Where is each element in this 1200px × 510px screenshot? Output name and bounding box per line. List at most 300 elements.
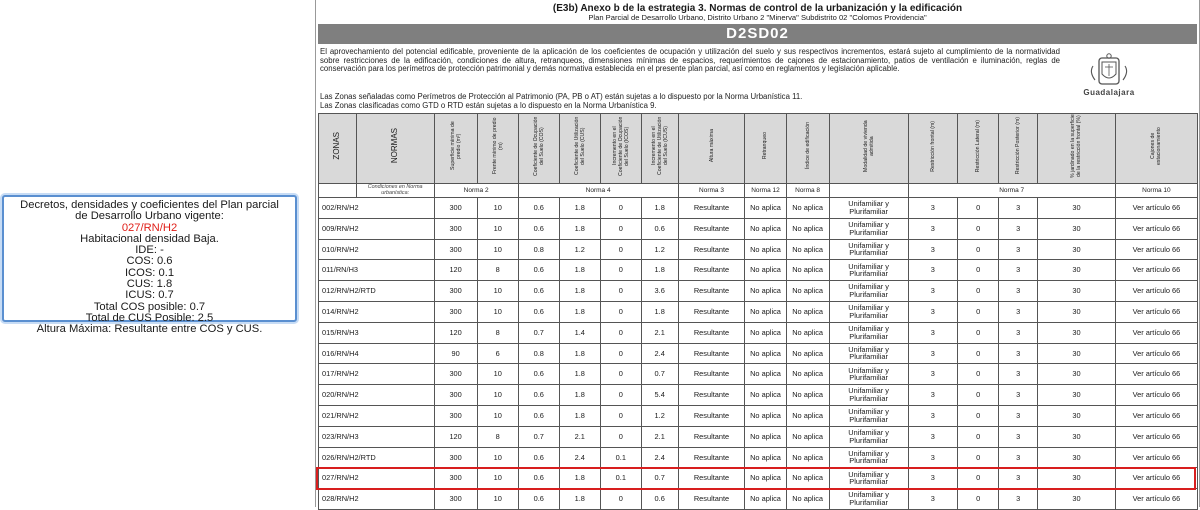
- cell-modalidad: Unifamiliar y Plurifamiliar: [829, 343, 908, 364]
- cell-rl: 0: [958, 489, 999, 510]
- document-header: [316, 0, 1199, 44]
- cell-rp: 3: [999, 260, 1038, 281]
- cell-frente: 10: [477, 405, 518, 426]
- cell-cos: 0.6: [518, 301, 559, 322]
- cell-rf: 3: [908, 468, 958, 489]
- cell-altura: Resultante: [678, 260, 745, 281]
- cell-altura: Resultante: [678, 426, 745, 447]
- cell-cus: 1.8: [559, 468, 600, 489]
- col-indice: Índice de edificación: [786, 114, 829, 184]
- col-restriccion-posterior: Restricción Posterior (m): [999, 114, 1038, 184]
- col-superficie: Superficie mínima de predio (m²): [434, 114, 477, 184]
- cell-frente: 10: [477, 239, 518, 260]
- cell-icus: 0.7: [641, 468, 678, 489]
- cell-cos: 0.7: [518, 322, 559, 343]
- district-code-band: D2SD02: [318, 24, 1197, 44]
- col-cajones: Cajones de estacionamiento: [1115, 114, 1197, 184]
- table-row: [319, 343, 1198, 364]
- cell-rp: 3: [999, 198, 1038, 219]
- cell-cajones: Ver artículo 66: [1115, 322, 1197, 343]
- cell-cajones: Ver artículo 66: [1115, 301, 1197, 322]
- cell-retranqueo: No aplica: [745, 301, 786, 322]
- cell-jard: 30: [1038, 281, 1116, 302]
- summary-line-title-2: de Desarrollo Urbano vigente:: [75, 210, 224, 223]
- cell-cajones: Ver artículo 66: [1115, 239, 1197, 260]
- cell-icus: 5.4: [641, 385, 678, 406]
- cell-sup: 300: [434, 301, 477, 322]
- cell-frente: 8: [477, 322, 518, 343]
- cell-rf: 3: [908, 447, 958, 468]
- col-jardinado: % jardinado en la superficie de la restricción frontal (%): [1038, 114, 1116, 184]
- cell-zone: 023/RN/H3: [319, 426, 435, 447]
- cell-modalidad: Unifamiliar y Plurifamiliar: [829, 301, 908, 322]
- cell-indice: No aplica: [786, 281, 829, 302]
- group-norma-4: Norma 4: [518, 184, 678, 198]
- cell-sup: 300: [434, 239, 477, 260]
- cell-jard: 30: [1038, 364, 1116, 385]
- cell-altura: Resultante: [678, 447, 745, 468]
- cell-cos: 0.6: [518, 405, 559, 426]
- cell-retranqueo: No aplica: [745, 343, 786, 364]
- cell-modalidad: Unifamiliar y Plurifamiliar: [829, 218, 908, 239]
- col-normas: NORMAS: [356, 114, 434, 184]
- cell-frente: 10: [477, 468, 518, 489]
- cell-sup: 300: [434, 405, 477, 426]
- table-row: [319, 468, 1198, 489]
- cell-cos: 0.6: [518, 385, 559, 406]
- cell-sup: 120: [434, 426, 477, 447]
- table-row: [319, 281, 1198, 302]
- cell-rf: 3: [908, 260, 958, 281]
- cell-rf: 3: [908, 198, 958, 219]
- cell-zone: 012/RN/H2/RTD: [319, 281, 435, 302]
- cell-rf: 3: [908, 426, 958, 447]
- cell-frente: 10: [477, 447, 518, 468]
- cell-zone: 014/RN/H2: [319, 301, 435, 322]
- cell-frente: 6: [477, 343, 518, 364]
- cell-icus: 2.4: [641, 343, 678, 364]
- cell-rf: 3: [908, 364, 958, 385]
- group-norma-7: Norma 7: [908, 184, 1115, 198]
- cell-retranqueo: No aplica: [745, 239, 786, 260]
- cell-modalidad: Unifamiliar y Plurifamiliar: [829, 322, 908, 343]
- cell-indice: No aplica: [786, 426, 829, 447]
- col-cos: Coeficiente de Ocupación del Suelo (COS): [518, 114, 559, 184]
- summary-cus: CUS: 1.8: [126, 278, 173, 291]
- cell-rl: 0: [958, 343, 999, 364]
- summary-max-height: Altura Máxima: Resultante entre COS y CUS.: [36, 323, 263, 336]
- cell-frente: 10: [477, 218, 518, 239]
- cell-retranqueo: No aplica: [745, 281, 786, 302]
- cell-icos: 0: [600, 218, 641, 239]
- table-row: [319, 301, 1198, 322]
- cell-altura: Resultante: [678, 468, 745, 489]
- cell-retranqueo: No aplica: [745, 385, 786, 406]
- cell-rf: 3: [908, 343, 958, 364]
- cell-rp: 3: [999, 281, 1038, 302]
- cell-cus: 2.4: [559, 447, 600, 468]
- cell-rl: 0: [958, 405, 999, 426]
- cell-frente: 8: [477, 260, 518, 281]
- cell-icus: 2.1: [641, 426, 678, 447]
- guadalajara-logo: [1079, 52, 1139, 102]
- zone-summary-box: [2, 195, 297, 336]
- cell-icos: 0: [600, 489, 641, 510]
- zones-note-gtd: Las Zonas clasificadas como GTD o RTD están sujetas a lo dispuesto en la Norma Urbanística 9.: [320, 100, 657, 110]
- cell-indice: No aplica: [786, 218, 829, 239]
- cell-cos: 0.6: [518, 260, 559, 281]
- col-zonas: ZONAS: [319, 114, 357, 184]
- cell-cos: 0.8: [518, 343, 559, 364]
- group-norma-10: Norma 10: [1115, 184, 1197, 198]
- col-altura: Altura máxima: [678, 114, 745, 184]
- cell-retranqueo: No aplica: [745, 489, 786, 510]
- cell-jard: 30: [1038, 260, 1116, 281]
- cell-rp: 3: [999, 426, 1038, 447]
- cell-jard: 30: [1038, 426, 1116, 447]
- cell-cajones: Ver artículo 66: [1115, 468, 1197, 489]
- cell-rl: 0: [958, 218, 999, 239]
- cell-frente: 10: [477, 489, 518, 510]
- cell-cos: 0.6: [518, 281, 559, 302]
- cell-cus: 1.8: [559, 260, 600, 281]
- table-row: [319, 447, 1198, 468]
- cell-altura: Resultante: [678, 405, 745, 426]
- cell-rp: 3: [999, 364, 1038, 385]
- cell-sup: 300: [434, 218, 477, 239]
- cell-modalidad: Unifamiliar y Plurifamiliar: [829, 198, 908, 219]
- cell-modalidad: Unifamiliar y Plurifamiliar: [829, 426, 908, 447]
- cell-rf: 3: [908, 385, 958, 406]
- col-restriccion-frontal: Restricción frontal (m): [908, 114, 958, 184]
- cell-altura: Resultante: [678, 218, 745, 239]
- cell-indice: No aplica: [786, 447, 829, 468]
- cell-sup: 300: [434, 489, 477, 510]
- table-row: [319, 198, 1198, 219]
- cell-altura: Resultante: [678, 198, 745, 219]
- cell-cus: 1.8: [559, 281, 600, 302]
- cell-cos: 0.7: [518, 426, 559, 447]
- col-restriccion-lateral: Restricción Lateral (m): [958, 114, 999, 184]
- cell-cus: 2.1: [559, 426, 600, 447]
- summary-total-cus: Total de CUS Posible: 2.5: [85, 311, 214, 324]
- cell-indice: No aplica: [786, 364, 829, 385]
- col-icos: Incremento en el Coeficiente de Ocupación del Suelo (ICOS): [600, 114, 641, 184]
- cell-rl: 0: [958, 385, 999, 406]
- cell-rp: 3: [999, 468, 1038, 489]
- cell-icos: 0: [600, 301, 641, 322]
- cell-zone: 011/RN/H3: [319, 260, 435, 281]
- cell-zone: 010/RN/H2: [319, 239, 435, 260]
- group-blank-modalidad: [829, 184, 908, 198]
- cell-cus: 1.8: [559, 385, 600, 406]
- cell-cos: 0.6: [518, 198, 559, 219]
- cell-cajones: Ver artículo 66: [1115, 385, 1197, 406]
- cell-zone: 021/RN/H2: [319, 405, 435, 426]
- cell-icus: 0.7: [641, 364, 678, 385]
- col-modalidad: Modalidad de vivienda admitida: [829, 114, 908, 184]
- group-norma-8: Norma 8: [786, 184, 829, 198]
- cell-indice: No aplica: [786, 343, 829, 364]
- cell-jard: 30: [1038, 468, 1116, 489]
- cell-rl: 0: [958, 198, 999, 219]
- norms-table: [318, 113, 1198, 510]
- summary-line-title-1: Decretos, densidades y coeficientes del Plan parcial: [20, 199, 279, 211]
- intro-section: [316, 44, 1199, 112]
- cell-cus: 1.8: [559, 218, 600, 239]
- document-page: [315, 0, 1200, 507]
- document-subtitle: Plan Parcial de Desarrollo Urbano, Distrito Urbano 2 "Minerva" Subdistrito 02 "Colomos Providencia": [588, 13, 927, 22]
- cell-cajones: Ver artículo 66: [1115, 447, 1197, 468]
- cell-sup: 300: [434, 198, 477, 219]
- summary-icus: ICUS: 0.7: [125, 289, 174, 302]
- cell-frente: 10: [477, 385, 518, 406]
- col-cus: Coeficiente de Utilización del Suelo (CUS): [559, 114, 600, 184]
- cell-icos: 0: [600, 281, 641, 302]
- cell-zone: 015/RN/H3: [319, 322, 435, 343]
- cell-zone: 009/RN/H2: [319, 218, 435, 239]
- cell-cos: 0.6: [518, 447, 559, 468]
- table-row: [319, 405, 1198, 426]
- cell-cajones: Ver artículo 66: [1115, 198, 1197, 219]
- cell-rp: 3: [999, 405, 1038, 426]
- cell-icus: 2.4: [641, 447, 678, 468]
- norms-table-body: [319, 198, 1198, 510]
- table-row: [319, 364, 1198, 385]
- cell-icus: 2.1: [641, 322, 678, 343]
- cell-indice: No aplica: [786, 489, 829, 510]
- cell-icus: 1.2: [641, 405, 678, 426]
- cell-rf: 3: [908, 301, 958, 322]
- cell-sup: 300: [434, 385, 477, 406]
- cell-rp: 3: [999, 218, 1038, 239]
- cell-rl: 0: [958, 447, 999, 468]
- cell-icos: 0.1: [600, 468, 641, 489]
- cell-rf: 3: [908, 489, 958, 510]
- cell-rl: 0: [958, 281, 999, 302]
- cell-rp: 3: [999, 343, 1038, 364]
- group-norma-3: Norma 3: [678, 184, 745, 198]
- cell-jard: 30: [1038, 301, 1116, 322]
- cell-rf: 3: [908, 218, 958, 239]
- cell-cus: 1.4: [559, 322, 600, 343]
- cell-jard: 30: [1038, 218, 1116, 239]
- cell-indice: No aplica: [786, 468, 829, 489]
- group-norma-12: Norma 12: [745, 184, 786, 198]
- cell-altura: Resultante: [678, 343, 745, 364]
- cell-modalidad: Unifamiliar y Plurifamiliar: [829, 239, 908, 260]
- cell-rf: 3: [908, 405, 958, 426]
- cell-icos: 0: [600, 260, 641, 281]
- cell-sup: 300: [434, 364, 477, 385]
- cell-indice: No aplica: [786, 322, 829, 343]
- cell-zone: 026/RN/H2/RTD: [319, 447, 435, 468]
- cell-altura: Resultante: [678, 301, 745, 322]
- group-norma-2: Norma 2: [434, 184, 518, 198]
- cell-icos: 0: [600, 239, 641, 260]
- cell-retranqueo: No aplica: [745, 426, 786, 447]
- cell-rp: 3: [999, 301, 1038, 322]
- cell-altura: Resultante: [678, 364, 745, 385]
- cell-cos: 0.6: [518, 364, 559, 385]
- cell-retranqueo: No aplica: [745, 322, 786, 343]
- cell-altura: Resultante: [678, 489, 745, 510]
- cell-cajones: Ver artículo 66: [1115, 343, 1197, 364]
- zones-note-heritage: Las Zonas señaladas como Perímetros de Protección al Patrimonio (PA, PB o AT) están sujetas a lo dispuesto por la Norma Urbanística 11.: [320, 92, 803, 101]
- cell-cos: 0.6: [518, 218, 559, 239]
- cell-modalidad: Unifamiliar y Plurifamiliar: [829, 489, 908, 510]
- cell-icus: 1.8: [641, 301, 678, 322]
- cell-frente: 10: [477, 364, 518, 385]
- cell-rp: 3: [999, 489, 1038, 510]
- col-frente: Frente mínimo de predio (m): [477, 114, 518, 184]
- cell-cajones: Ver artículo 66: [1115, 281, 1197, 302]
- cell-retranqueo: No aplica: [745, 405, 786, 426]
- cell-icos: 0: [600, 405, 641, 426]
- table-row: [319, 489, 1198, 510]
- cell-rl: 0: [958, 301, 999, 322]
- group-blank: [319, 184, 357, 198]
- cell-retranqueo: No aplica: [745, 218, 786, 239]
- cell-indice: No aplica: [786, 405, 829, 426]
- cell-zone: 016/RN/H4: [319, 343, 435, 364]
- cell-icos: 0: [600, 426, 641, 447]
- cell-icos: 0: [600, 322, 641, 343]
- cell-zone: 020/RN/H2: [319, 385, 435, 406]
- cell-sup: 90: [434, 343, 477, 364]
- cell-rp: 3: [999, 385, 1038, 406]
- cell-cos: 0.6: [518, 468, 559, 489]
- cell-modalidad: Unifamiliar y Plurifamiliar: [829, 405, 908, 426]
- cell-rl: 0: [958, 468, 999, 489]
- cell-sup: 120: [434, 260, 477, 281]
- cell-indice: No aplica: [786, 385, 829, 406]
- col-icus: Incremento en el Coeficiente de Utilización del Suelo (ICUS): [641, 114, 678, 184]
- cell-rl: 0: [958, 364, 999, 385]
- cell-cus: 1.8: [559, 364, 600, 385]
- cell-jard: 30: [1038, 489, 1116, 510]
- norm-group-row: [319, 184, 1198, 198]
- document-title: (E3b) Anexo b de la estrategia 3. Normas de control de la urbanización y la edificación: [552, 3, 963, 14]
- summary-cos: COS: 0.6: [126, 255, 173, 268]
- crest-name: Guadalajara: [1083, 88, 1135, 97]
- table-row: [319, 385, 1198, 406]
- cell-jard: 30: [1038, 447, 1116, 468]
- table-row: [319, 322, 1198, 343]
- table-row: [319, 218, 1198, 239]
- cell-modalidad: Unifamiliar y Plurifamiliar: [829, 447, 908, 468]
- cell-frente: 8: [477, 426, 518, 447]
- cell-cus: 1.8: [559, 343, 600, 364]
- zones-notes: [320, 93, 1060, 110]
- cell-icos: 0.1: [600, 447, 641, 468]
- cell-rl: 0: [958, 239, 999, 260]
- cell-altura: Resultante: [678, 239, 745, 260]
- cell-rl: 0: [958, 426, 999, 447]
- cell-cus: 1.8: [559, 198, 600, 219]
- table-header-row: [319, 114, 1198, 184]
- cell-modalidad: Unifamiliar y Plurifamiliar: [829, 385, 908, 406]
- cell-modalidad: Unifamiliar y Plurifamiliar: [829, 281, 908, 302]
- cell-cajones: Ver artículo 66: [1115, 364, 1197, 385]
- conditions-label: Condiciones en Norma urbanística:: [356, 184, 434, 198]
- cell-icos: 0: [600, 364, 641, 385]
- cell-icus: 1.2: [641, 239, 678, 260]
- cell-frente: 10: [477, 281, 518, 302]
- cell-modalidad: Unifamiliar y Plurifamiliar: [829, 260, 908, 281]
- cell-zone: 028/RN/H2: [319, 489, 435, 510]
- crest-icon: [1079, 52, 1139, 90]
- summary-zone-code: 027/RN/H2: [121, 221, 178, 234]
- col-retranqueo: Retranqueo: [745, 114, 786, 184]
- summary-density: Habitacional densidad Baja.: [80, 232, 219, 245]
- cell-jard: 30: [1038, 322, 1116, 343]
- table-row: [319, 239, 1198, 260]
- cell-sup: 300: [434, 468, 477, 489]
- cell-rl: 0: [958, 322, 999, 343]
- cell-indice: No aplica: [786, 301, 829, 322]
- cell-retranqueo: No aplica: [745, 447, 786, 468]
- cell-cus: 1.2: [559, 239, 600, 260]
- cell-rp: 3: [999, 322, 1038, 343]
- cell-icus: 0.6: [641, 489, 678, 510]
- cell-icus: 1.8: [641, 260, 678, 281]
- cell-jard: 30: [1038, 239, 1116, 260]
- cell-indice: No aplica: [786, 198, 829, 219]
- cell-frente: 10: [477, 301, 518, 322]
- cell-cajones: Ver artículo 66: [1115, 489, 1197, 510]
- summary-ide: IDE: -: [135, 244, 164, 257]
- cell-zone: 027/RN/H2: [319, 468, 435, 489]
- cell-rl: 0: [958, 260, 999, 281]
- cell-icos: 0: [600, 343, 641, 364]
- cell-rf: 3: [908, 322, 958, 343]
- cell-sup: 300: [434, 447, 477, 468]
- cell-rp: 3: [999, 239, 1038, 260]
- cell-modalidad: Unifamiliar y Plurifamiliar: [829, 364, 908, 385]
- cell-rf: 3: [908, 281, 958, 302]
- cell-icus: 0.6: [641, 218, 678, 239]
- cell-cus: 1.8: [559, 301, 600, 322]
- cell-retranqueo: No aplica: [745, 198, 786, 219]
- cell-cajones: Ver artículo 66: [1115, 260, 1197, 281]
- cell-indice: No aplica: [786, 239, 829, 260]
- cell-cus: 1.8: [559, 405, 600, 426]
- summary-icos: ICOS: 0.1: [124, 266, 175, 279]
- cell-cajones: Ver artículo 66: [1115, 405, 1197, 426]
- cell-jard: 30: [1038, 385, 1116, 406]
- table-row: [319, 260, 1198, 281]
- summary-total-cos: Total COS posible: 0.7: [93, 300, 206, 313]
- cell-icos: 0: [600, 198, 641, 219]
- cell-cajones: Ver artículo 66: [1115, 218, 1197, 239]
- cell-zone: 002/RN/H2: [319, 198, 435, 219]
- cell-icos: 0: [600, 385, 641, 406]
- cell-indice: No aplica: [786, 260, 829, 281]
- cell-cos: 0.8: [518, 239, 559, 260]
- intro-paragraph: El aprovechamiento del potencial edificable, proveniente de la aplicación de los coeficientes de ocupación y utilización del suelo y sus respectivos incrementos, estará sujeto al cumplimiento de la normatividad sobre restricciones de la edificación, condiciones de altura, retranqueos, dimensiones mínimas de espacios, requerimientos de cajones de estacionamiento, patios de ventilación e iluminación, reglas de conservación para los perímetros de protección patrimonial y demás normativa establecida en el presente plan parcial, así como en reglamentos y legislación aplicable.: [320, 47, 1060, 73]
- cell-cus: 1.8: [559, 489, 600, 510]
- cell-cajones: Ver artículo 66: [1115, 426, 1197, 447]
- cell-altura: Resultante: [678, 322, 745, 343]
- cell-jard: 30: [1038, 343, 1116, 364]
- cell-sup: 300: [434, 281, 477, 302]
- cell-zone: 017/RN/H2: [319, 364, 435, 385]
- cell-altura: Resultante: [678, 281, 745, 302]
- cell-altura: Resultante: [678, 385, 745, 406]
- cell-retranqueo: No aplica: [745, 260, 786, 281]
- cell-icus: 3.6: [641, 281, 678, 302]
